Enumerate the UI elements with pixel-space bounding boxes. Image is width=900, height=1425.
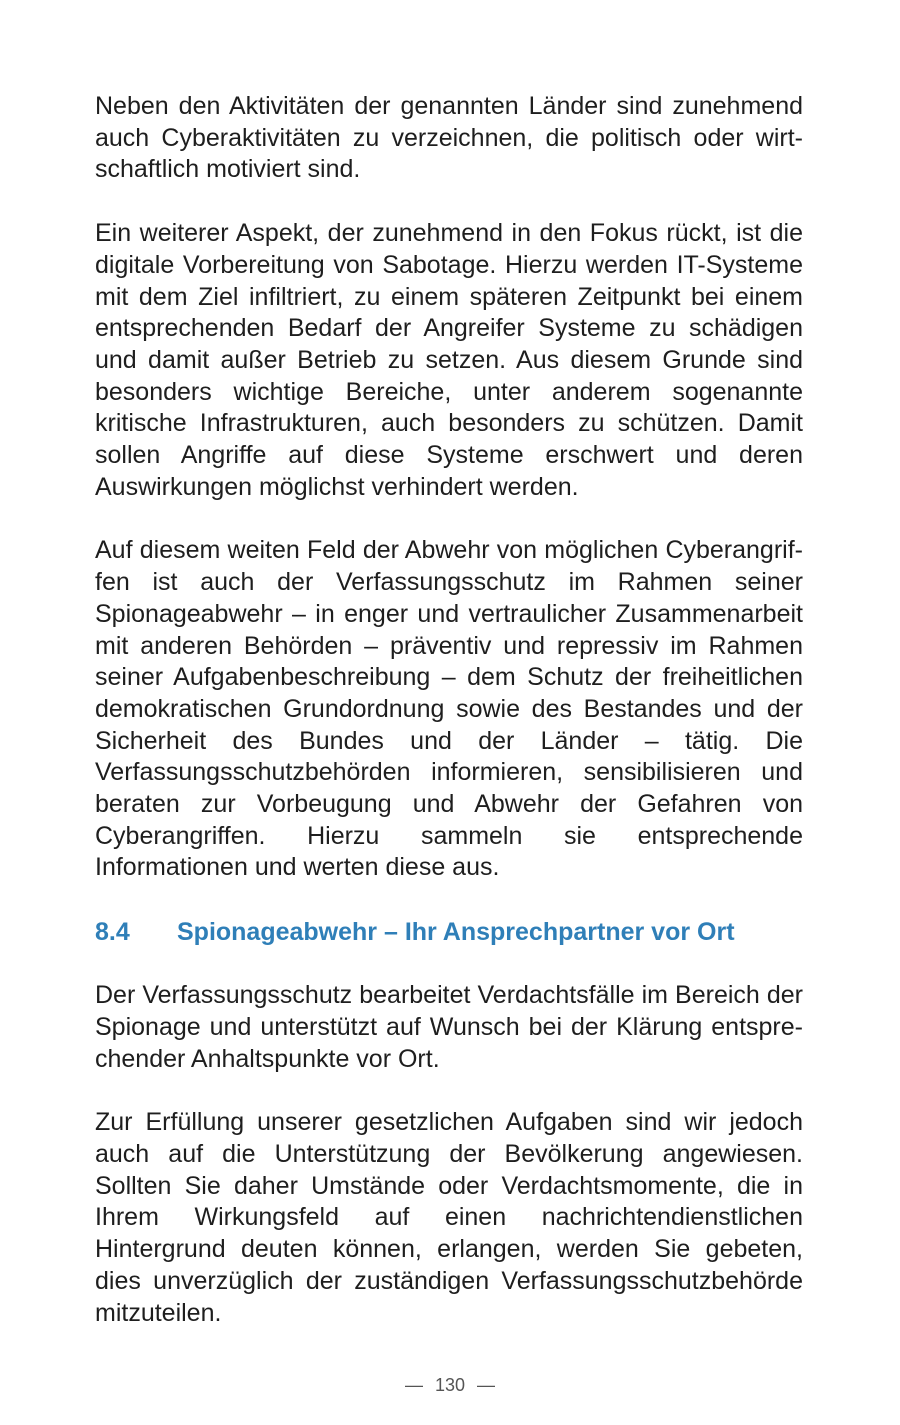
section-number: 8.4 xyxy=(95,918,130,947)
paragraph-sabotage: Ein weiterer Aspekt, der zunehmend in den Fokus rückt, ist die digitale Vorbereitung von Sabotage. Hierzu werden IT-Systeme mit dem Ziel infiltriert, zu einem späteren Zeitpunkt bei einem entsprechenden Bedarf der Angreifer Systeme zu schädigen und damit außer Betrieb zu setzen. Aus diesem Grunde sind besonders wichtige Bereiche, unter anderem sogenannte kritische Infrastrukturen, auch besonders zu schützen. Damit sollen Angriffe auf diese Systeme erschwert und deren Auswirkungen möglichst verhindert werden. xyxy=(95,219,803,501)
page-number: 130 xyxy=(434,1375,466,1395)
page-body xyxy=(95,91,803,1361)
section-heading xyxy=(95,916,803,948)
paragraph-defense-field: Auf diesem weiten Feld der Abwehr von möglichen Cyberangriffen ist auch der Verfassungsschutz im Rahmen seiner Spionageabwehr – in enger und vertraulicher Zusammenarbeit mit anderen Behörden – präventiv und repressiv im Rahmen seiner Aufgabenbeschreibung – dem Schutz der freiheitlichen demokratischen Grundordnung sowie des Bestandes und der Sicherheit des Bundes und der Länder – tätig. Die Verfassungsschutzbehörden informieren, sensibilisieren und beraten zur Vorbeugung und Abwehr der Gefahren von Cyberangriffen. Hierzu sammeln sie entsprechende Informationen und werten diese aus. xyxy=(95,536,803,882)
section-title: Spionageabwehr – Ihr Ansprechpartner vor Ort xyxy=(177,918,735,947)
footer-dash-left: — xyxy=(404,1375,423,1395)
paragraph-cyberactivities: Neben den Aktivitäten der genannten Länder sind zunehmend auch Cyberaktivitäten zu verzeichnen, die politisch oder wirtschaftlich motiviert sind. xyxy=(95,92,803,184)
paragraph-public-support: Zur Erfüllung unserer gesetzlichen Aufgaben sind wir jedoch auch auf die Unterstützung der Bevölkerung angewiesen. Sollten Sie daher Umstände oder Verdachtsmomente, die in Ihrem Wirkungsfeld auf einen nachrichtendienstlichen Hintergrund deuten können, erlangen, werden Sie gebeten, dies unverzüglich der zuständigen Verfassungsschutzbehörde mitzuteilen. xyxy=(95,1108,803,1327)
footer-dash-right: — xyxy=(477,1375,496,1395)
page-footer xyxy=(0,1373,900,1397)
paragraph-suspicion-cases: Der Verfassungsschutz bearbeitet Verdachtsfälle im Bereich der Spionage und unterstützt auf Wunsch bei der Klärung entsprechender Anhaltspunkte vor Ort. xyxy=(95,981,803,1073)
